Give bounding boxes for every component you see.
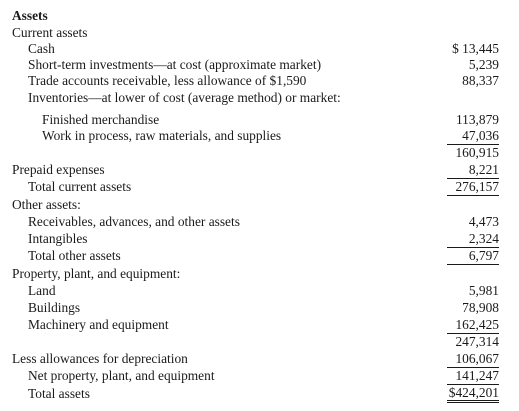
machinery-label: Machinery and equipment [28,317,169,332]
finished-merchandise-label: Finished merchandise [42,112,160,127]
buildings-amount: 78,908 [462,300,499,315]
cash-amount: $ 13,445 [452,41,499,56]
short-term-investments-row [0,56,519,73]
net-ppe-label: Net property, plant, and equipment [28,368,215,383]
ppe-subtotal-row [0,333,519,350]
total-assets-amount: $424,201 [447,385,499,403]
prepaid-expenses-label: Prepaid expenses [12,162,105,177]
machinery-row [0,316,519,333]
buildings-label: Buildings [28,300,81,315]
ppe-header: Property, plant, and equipment: [12,266,181,281]
total-other-assets-row [0,247,519,264]
intangibles-amount: 2,324 [447,230,499,248]
depreciation-amount: 106,067 [447,350,499,368]
trade-receivables-label: Trade accounts receivable, less allowance of $1,590 [28,73,307,88]
buildings-row [0,299,519,316]
total-assets-row [0,385,519,402]
cash-row [0,40,519,57]
total-other-assets-label: Total other assets [28,248,121,263]
assets-heading: Assets [12,8,48,23]
inventories-label: Inventories—at lower of cost (average method) or market: [28,90,341,105]
net-ppe-amount: 141,247 [447,367,499,385]
other-assets-header-row [0,196,519,213]
inventories-row [0,89,519,106]
work-in-process-amount: 47,036 [447,127,499,145]
short-term-investments-amount: 5,239 [468,57,499,72]
total-current-assets-label: Total current assets [28,179,132,194]
cash-label: Cash [28,41,55,56]
total-current-assets-amount: 276,157 [447,178,499,196]
total-current-assets-row [0,178,519,195]
prepaid-expenses-amount: 8,221 [447,161,499,179]
depreciation-row [0,350,519,367]
ppe-subtotal-amount: 247,314 [455,334,499,349]
machinery-amount: 162,425 [447,316,499,334]
prepaid-expenses-row [0,161,519,178]
work-in-process-label: Work in process, raw materials, and supplies [42,128,282,143]
inventory-subtotal-row [0,144,519,161]
total-assets-label: Total assets [28,386,90,401]
work-in-process-row [0,127,519,144]
land-amount: 5,981 [468,283,499,298]
other-assets-header: Other assets: [12,197,81,212]
land-label: Land [28,283,56,298]
finished-merchandise-amount: 113,879 [455,112,499,127]
depreciation-label: Less allowances for depreciation [12,351,188,366]
total-other-assets-amount: 6,797 [447,247,499,265]
inventory-subtotal-amount: 160,915 [455,145,499,160]
ppe-header-row [0,265,519,282]
land-row [0,282,519,299]
finished-merchandise-row [0,111,519,128]
receivables-advances-row [0,213,519,230]
current-assets-header: Current assets [12,25,88,40]
trade-receivables-amount: 88,337 [462,73,499,88]
intangibles-row [0,230,519,247]
receivables-advances-amount: 4,473 [468,214,499,229]
current-assets-header-row [0,24,519,41]
trade-receivables-row [0,72,519,89]
assets-heading-row [0,7,519,24]
receivables-advances-label: Receivables, advances, and other assets [28,214,240,229]
short-term-investments-label: Short-term investments—at cost (approximate market) [28,57,322,72]
intangibles-label: Intangibles [28,231,88,246]
net-ppe-row [0,367,519,384]
